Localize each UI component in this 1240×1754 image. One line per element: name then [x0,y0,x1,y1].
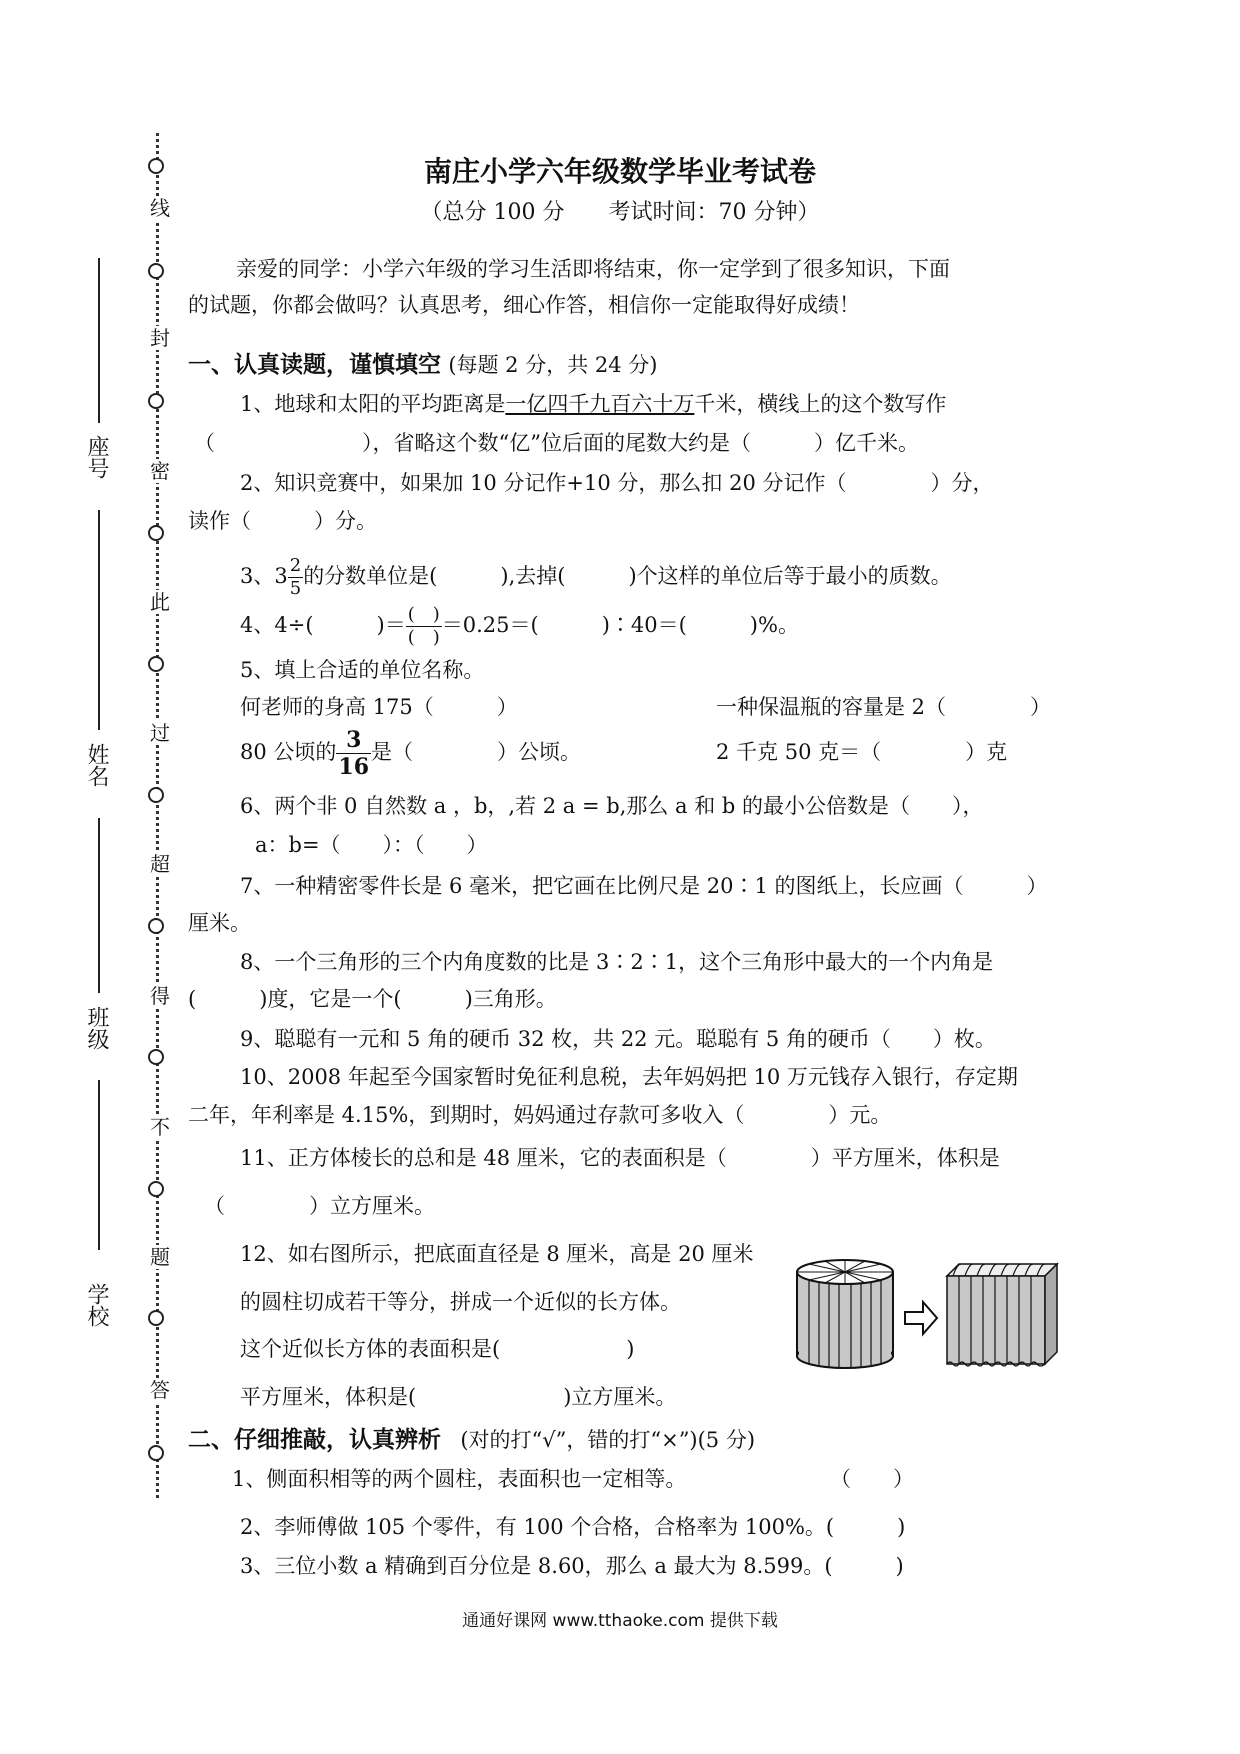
q7-line-1: 7、一种精密零件长是 6 毫米，把它画在比例尺是 20∶1 的图纸上，长应画（ ） [240,874,1048,898]
q12-line-1: 12、如右图所示，把底面直径是 8 厘米，高是 20 厘米 [240,1242,754,1266]
q4-line [240,597,799,653]
seat-number-label: 座号 [84,435,109,479]
q5-c-prefix: 80 公顷的 [240,740,337,764]
q8-line-2: ( )度，它是一个( )三角形。 [188,987,557,1011]
footer-credit: 通通好课网 www.tthaoke.com 提供下载 [462,1611,778,1631]
q2-line-1: 2、知识竞赛中，如果加 10 分记作+10 分，那么扣 20 分记作（ ）分， [240,471,994,495]
q4-suffix: ＝0.25＝( )∶40＝( )%。 [441,613,799,637]
cuboid-shape [947,1264,1057,1366]
q5-line-1: 5、填上合适的单位名称。 [240,658,485,682]
q5-item-c [240,722,581,782]
seal-char: 得 [150,984,170,1008]
s2-q3: 3、三位小数 a 精确到百分位是 8.60，那么 a 最大为 8.599。( ) [240,1554,904,1578]
section-2-heading [188,1425,755,1455]
binding-ring [148,1310,164,1326]
q10-line-1: 10、2008 年起至今国家暂时免征利息税，去年妈妈把 10 万元钱存入银行，存定期 [240,1065,1018,1089]
seal-char: 密 [150,459,170,483]
q4-fraction-numerator: ( ) [407,604,440,625]
q3-line [240,548,952,604]
q5-item-b: 一种保温瓶的容量是 2（ ） [716,695,1052,719]
q1-prefix: 1、地球和太阳的平均距离是 [240,392,506,416]
seal-char: 此 [150,590,170,614]
q4-fraction [406,604,442,649]
q3-fraction-denominator: 5 [289,578,302,599]
student-name-label: 姓名 [84,743,109,787]
seal-char: 题 [150,1245,170,1269]
q6-line-1: 6、两个非 0 自然数 a ，b，,若 2 a = b,那么 a 和 b 的最小公倍数是（ ）， [240,794,984,818]
q2-line-2: 读作（ ）分。 [188,509,377,533]
q1-line-2: （ ），省略这个数“亿”位后面的尾数大约是（ ）亿千米。 [194,431,919,455]
binding-ring [148,656,164,672]
q5-c-suffix: 是（ ）公顷。 [371,740,582,764]
q4-prefix: 4、4÷( )＝ [240,613,406,637]
q9-line-1: 9、聪聪有一元和 5 角的硬币 32 枚，共 22 元。聪聪有 5 角的硬币（ ）枚。 [240,1027,996,1051]
seal-char: 封 [150,326,170,350]
section-1-title: 一、认真读题，谨慎填空 [188,351,441,378]
transform-arrow [905,1302,937,1334]
q10-line-2: 二年，年利率是 4.15%，到期时，妈妈通过存款可多收入（ ）元。 [188,1103,892,1127]
s2-q1-answer-blank[interactable]: （ ） [830,1467,914,1491]
s2-q2: 2、李师傅做 105 个零件，有 100 个合格，合格率为 100%。( ) [240,1515,906,1539]
q4-fraction-denominator: ( ) [407,627,440,648]
q11-line-1: 11、正方体棱长的总和是 48 厘米，它的表面积是（ ）平方厘米，体积是 [240,1146,1000,1170]
binding-ring [148,263,164,279]
section-1-heading [188,350,657,380]
school-label: 学校 [84,1283,109,1327]
student-name-line[interactable] [98,510,100,730]
binding-ring [148,393,164,409]
q12-line-3: 这个近似长方体的表面积是( ) [240,1337,635,1361]
class-line[interactable] [98,818,100,993]
q3-fraction [288,555,303,600]
exam-title: 南庄小学六年级数学毕业考试卷 [423,155,816,188]
s2-q1: 1、侧面积相等的两个圆柱，表面积也一定相等。 [232,1467,687,1491]
binding-ring [148,918,164,934]
section-1-note: (每题 2 分，共 24 分) [448,353,658,377]
q12-line-4: 平方厘米，体积是( )立方厘米。 [240,1385,677,1409]
class-label: 班级 [84,1006,109,1050]
school-line[interactable] [98,1080,100,1250]
binding-ring [148,1049,164,1065]
binding-ring [148,525,164,541]
q3-prefix: 3、3 [240,564,288,588]
q1-suffix: 千米，横线上的这个数写作 [694,392,947,416]
q5-item-a: 何老师的身高 175（ ） [240,695,518,719]
q11-line-2: （ ）立方厘米。 [204,1194,435,1218]
seal-char: 线 [150,196,170,220]
section-2-note: (对的打“√”，错的打“×”)(5 分) [460,1428,756,1452]
binding-ring [148,1445,164,1461]
binding-ring [148,787,164,803]
seal-char: 超 [150,852,170,876]
section-2-title: 二、仔细推敲，认真辨析 [188,1426,441,1453]
q12-line-2: 的圆柱切成若干等分，拼成一个近似的长方体。 [240,1290,681,1314]
q6-line-2: a：b=（ ）：（ ） [255,833,488,857]
cylinder-shape [797,1260,893,1368]
seal-char: 答 [150,1378,170,1402]
q1-underlined-number: 一亿四千九百六十万 [505,392,695,416]
q5-c-numerator: 3 [336,727,371,754]
intro-line-1: 亲爱的同学：小学六年级的学习生活即将结束，你一定学到了很多知识，下面 [236,257,950,281]
intro-line-2: 的试题，你都会做吗？认真思考，细心作答，相信你一定能取得好成绩！ [188,293,860,317]
seat-number-line[interactable] [98,258,100,423]
q7-line-2: 厘米。 [188,911,251,935]
seal-char: 过 [150,721,170,745]
cylinder-to-cuboid-figure [795,1250,1065,1370]
binding-ring [148,1181,164,1197]
q1-line-1 [240,390,946,418]
q3-fraction-numerator: 2 [289,555,302,576]
q5-c-fraction [336,727,371,780]
q5-c-denominator: 16 [338,754,370,780]
seal-char: 不 [150,1115,170,1139]
q3-suffix: 的分数单位是( ),去掉( )个这样的单位后等于最小的质数。 [303,564,952,588]
exam-subtitle: （总分 100 分 考试时间：70 分钟） [420,200,820,225]
q8-line-1: 8、一个三角形的三个内角度数的比是 3∶2∶1，这个三角形中最大的一个内角是 [240,950,994,974]
q5-item-d: 2 千克 50 克＝（ ）克 [716,740,1008,764]
